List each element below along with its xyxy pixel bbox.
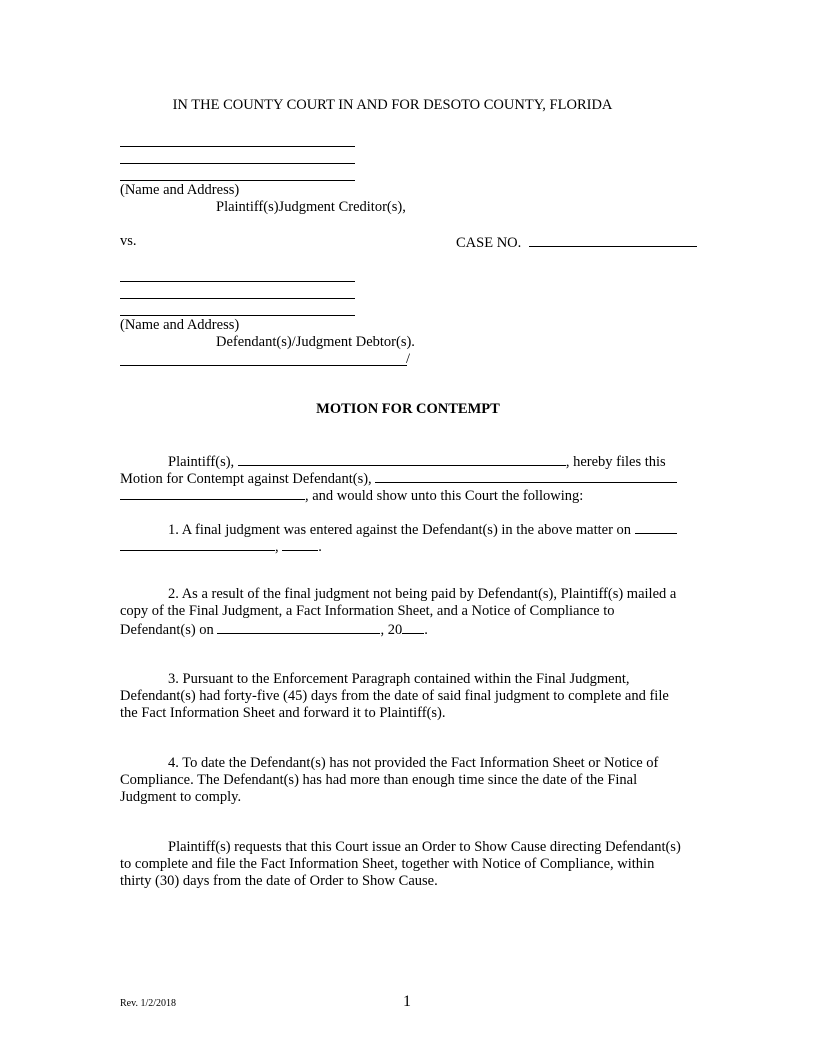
- p2-line-3: [120, 620, 690, 639]
- page-number: 1: [403, 993, 411, 1010]
- judgment-date-field-a[interactable]: [635, 520, 677, 534]
- motion-title: MOTION FOR CONTEMPT: [316, 401, 500, 417]
- p3-line-2: Defendant(s) had forty-five (45) days from the date of said final judgment to complete and file: [120, 688, 669, 704]
- intro-hereby-files: , hereby files this: [565, 454, 666, 470]
- caption-end-line: [120, 365, 407, 366]
- defendant-line-3[interactable]: [120, 315, 355, 316]
- plaintiff-name-address-label: (Name and Address): [120, 182, 240, 198]
- p4-line-3: Judgment to comply.: [120, 789, 242, 805]
- plaintiff-line-3[interactable]: [120, 180, 355, 181]
- plaintiff-line-1[interactable]: [120, 146, 355, 147]
- p5-line-2: to complete and file the Fact Information Sheet, together with Notice of Compliance, within: [120, 856, 655, 872]
- p2-line-2: copy of the Final Judgment, a Fact Information Sheet, and a Notice of Compliance to: [120, 603, 615, 619]
- judgment-year-field[interactable]: [282, 537, 318, 551]
- caption-end-slash: /: [406, 351, 411, 367]
- p5-line-3: thirty (30) days from the date of Order to Show Cause.: [120, 873, 438, 889]
- p1-line-2: [120, 537, 690, 556]
- revision-date: Rev. 1/2/2018: [120, 998, 177, 1009]
- plaintiff-name-field[interactable]: [238, 452, 566, 466]
- defendant-name-field-a[interactable]: [375, 469, 677, 483]
- p3-line-3: the Fact Information Sheet and forward it to Plaintiff(s).: [120, 705, 446, 721]
- plaintiff-role: Plaintiff(s)Judgment Creditor(s),: [216, 199, 406, 215]
- mailed-date-field[interactable]: [217, 620, 380, 634]
- intro-show-unto: , and would show unto this Court the following:: [305, 488, 584, 504]
- judgment-date-field-b[interactable]: [120, 537, 275, 551]
- intro-plaintiffs: Plaintiff(s),: [168, 454, 235, 470]
- p1-comma: ,: [275, 539, 279, 555]
- intro-line-3: [120, 486, 690, 505]
- p4-line-1: 4. To date the Defendant(s) has not provided the Fact Information Sheet or Notice of: [168, 755, 659, 771]
- p4-line-2: Compliance. The Defendant(s) has had more than enough time since the date of the Final: [120, 772, 638, 788]
- defendant-line-2[interactable]: [120, 298, 355, 299]
- mailed-year-field[interactable]: [402, 620, 424, 634]
- p2-year-prefix: , 20: [380, 622, 403, 638]
- court-heading: IN THE COUNTY COURT IN AND FOR DESOTO COUNTY, FLORIDA: [172, 97, 613, 113]
- defendant-line-1[interactable]: [120, 281, 355, 282]
- case-number-field[interactable]: [529, 233, 697, 247]
- p5-line-1: Plaintiff(s) requests that this Court issue an Order to Show Cause directing Defendant(s): [168, 839, 681, 855]
- p2-line-1: 2. As a result of the final judgment not being paid by Defendant(s), Plaintiff(s) mailed a: [168, 586, 677, 602]
- defendant-name-address-label: (Name and Address): [120, 317, 240, 333]
- defendant-role: Defendant(s)/Judgment Debtor(s).: [216, 334, 415, 350]
- p3-line-1: 3. Pursuant to the Enforcement Paragraph contained within the Final Judgment,: [168, 671, 630, 687]
- intro-motion-against: Motion for Contempt against Defendant(s),: [120, 471, 372, 487]
- vs-label: vs.: [120, 233, 137, 249]
- p1-period: .: [318, 539, 322, 555]
- p2-period: .: [424, 622, 428, 638]
- case-no-label: CASE NO.: [456, 235, 522, 251]
- defendant-name-field-b[interactable]: [120, 486, 305, 500]
- case-number-row: [456, 233, 697, 252]
- p2-line-3-start: Defendant(s) on: [120, 622, 214, 638]
- p1-text: 1. A final judgment was entered against the Defendant(s) in the above matter on: [168, 522, 632, 538]
- plaintiff-line-2[interactable]: [120, 163, 355, 164]
